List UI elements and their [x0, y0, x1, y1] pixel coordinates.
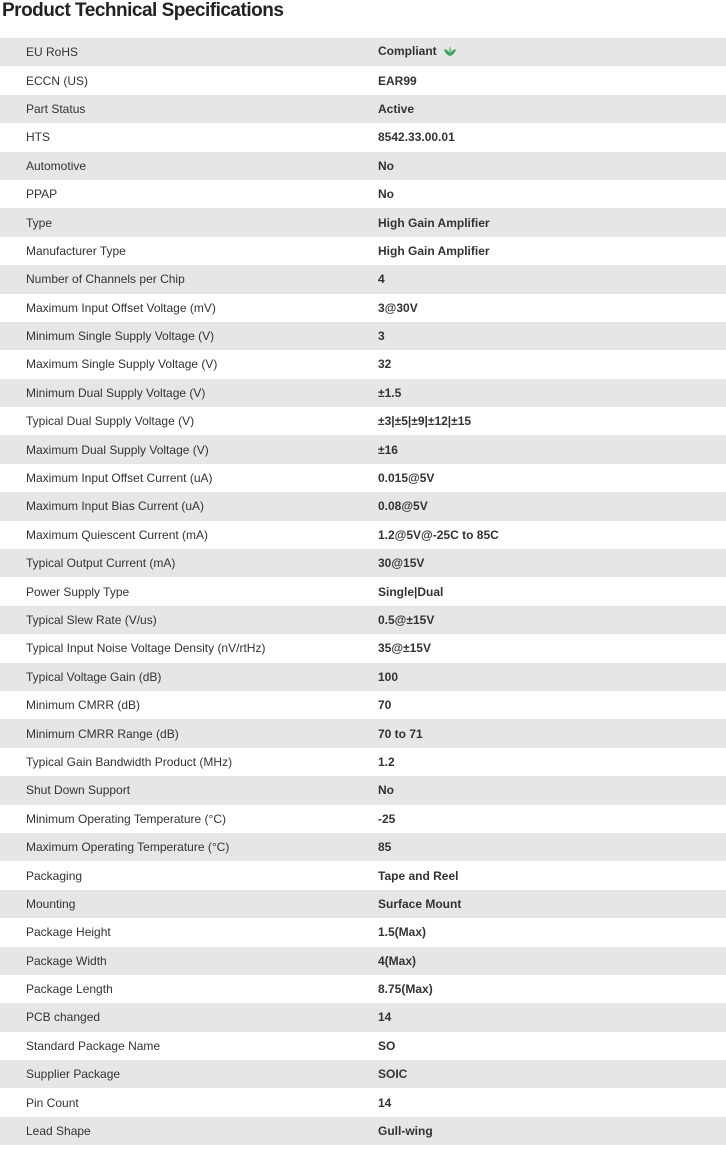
spec-value-cell — [378, 379, 726, 407]
spec-row — [0, 606, 726, 634]
spec-row — [0, 577, 726, 605]
spec-row — [0, 805, 726, 833]
spec-name: PCB changed — [26, 1010, 101, 1025]
spec-value: EAR99 — [378, 73, 417, 88]
spec-value-cell — [378, 1003, 726, 1031]
spec-value: Active — [378, 101, 415, 116]
spec-row — [0, 719, 726, 747]
spec-name: Typical Gain Bandwidth Product (MHz) — [26, 754, 233, 769]
spec-value-cell — [378, 265, 726, 293]
spec-name: Mounting — [26, 896, 76, 911]
spec-value-cell — [378, 1088, 726, 1116]
spec-row — [0, 663, 726, 691]
spec-name: Number of Channels per Chip — [26, 272, 185, 287]
spec-value-cell — [378, 890, 726, 918]
spec-value: No — [378, 187, 394, 202]
spec-value-cell — [378, 805, 726, 833]
spec-value: 0.5@±15V — [378, 613, 435, 627]
spec-name: Lead Shape — [26, 1124, 91, 1139]
spec-name: Maximum Input Offset Voltage (mV) — [26, 300, 216, 315]
spec-value-cell — [378, 38, 726, 66]
spec-value: 0.08@5V — [378, 499, 428, 514]
spec-row — [0, 435, 726, 463]
spec-row — [0, 1088, 726, 1116]
spec-value: Single|Dual — [378, 584, 444, 599]
spec-value-cell — [378, 237, 726, 265]
spec-value: 8.75(Max) — [378, 982, 433, 997]
spec-value-cell — [378, 464, 726, 492]
spec-row — [0, 180, 726, 208]
spec-value: 100 — [378, 669, 399, 684]
spec-row — [0, 918, 726, 946]
spec-value-cell — [378, 748, 726, 776]
spec-name: Minimum CMRR Range (dB) — [26, 726, 179, 741]
spec-row — [0, 1060, 726, 1088]
spec-value: 14 — [378, 1095, 392, 1110]
spec-value-cell — [378, 663, 726, 691]
spec-name: Packaging — [26, 868, 83, 883]
spec-row — [0, 549, 726, 577]
spec-name: Standard Package Name — [26, 1038, 161, 1053]
spec-value-cell — [378, 322, 726, 350]
spec-row — [0, 634, 726, 662]
spec-name: Type — [26, 215, 53, 230]
spec-value-cell — [378, 1060, 726, 1088]
spec-value: No — [378, 783, 394, 798]
spec-value: Tape and Reel — [378, 868, 459, 883]
spec-name: EU RoHS — [26, 45, 79, 60]
spec-value: 3 — [378, 329, 385, 344]
spec-row — [0, 38, 726, 66]
spec-value-cell — [378, 1032, 726, 1060]
spec-value: 8542.33.00.01 — [378, 130, 455, 145]
spec-value: ±1.5 — [378, 385, 402, 400]
spec-name: Package Length — [26, 982, 113, 997]
spec-row — [0, 464, 726, 492]
spec-value-cell — [378, 350, 726, 378]
spec-value: High Gain Amplifier — [378, 215, 490, 230]
spec-name: Maximum Input Bias Current (uA) — [26, 499, 205, 514]
spec-value-cell — [378, 1117, 726, 1145]
spec-value: High Gain Amplifier — [378, 243, 490, 258]
spec-row — [0, 294, 726, 322]
spec-value: 32 — [378, 357, 392, 372]
spec-row — [0, 1032, 726, 1060]
spec-row — [0, 265, 726, 293]
spec-value: Gull-wing — [378, 1124, 433, 1139]
spec-value-cell — [378, 492, 726, 520]
spec-value-cell — [378, 152, 726, 180]
spec-name: Minimum Single Supply Voltage (V) — [26, 329, 215, 344]
spec-name: ECCN (US) — [26, 73, 88, 88]
spec-value-cell — [378, 947, 726, 975]
spec-row — [0, 890, 726, 918]
spec-value-cell — [378, 776, 726, 804]
spec-row — [0, 1117, 726, 1145]
spec-value-cell — [378, 180, 726, 208]
spec-name: Maximum Input Offset Current (uA) — [26, 471, 213, 486]
spec-name: HTS — [26, 130, 50, 145]
spec-row — [0, 975, 726, 1003]
spec-name: Minimum Operating Temperature (°C) — [26, 811, 226, 826]
spec-name: Maximum Operating Temperature (°C) — [26, 840, 230, 855]
spec-value-cell — [378, 95, 726, 123]
spec-name: Minimum Dual Supply Voltage (V) — [26, 385, 206, 400]
spec-value: SO — [378, 1038, 396, 1053]
spec-value: SOIC — [378, 1067, 408, 1082]
spec-value: 70 — [378, 698, 392, 713]
spec-value: 4(Max) — [378, 953, 417, 968]
page-title: Product Technical Specifications — [2, 0, 284, 21]
spec-value-cell — [378, 833, 726, 861]
spec-row — [0, 861, 726, 889]
spec-value-cell — [378, 208, 726, 236]
spec-value: -25 — [378, 811, 396, 826]
spec-value-cell — [378, 521, 726, 549]
spec-value: Compliant — [378, 44, 437, 59]
spec-name: Pin Count — [26, 1095, 79, 1110]
spec-value: No — [378, 158, 394, 173]
spec-value: 85 — [378, 840, 392, 855]
spec-value-cell — [378, 407, 726, 435]
spec-value-cell — [378, 577, 726, 605]
spec-value: 1.2@5V@-25C to 85C — [378, 527, 499, 542]
spec-value-cell — [378, 294, 726, 322]
spec-row — [0, 776, 726, 804]
spec-value: 14 — [378, 1010, 392, 1025]
spec-row — [0, 748, 726, 776]
spec-value: 3@30V — [378, 300, 418, 315]
spec-name: Typical Output Current (mA) — [26, 556, 176, 571]
spec-value: 70 to 71 — [378, 726, 423, 741]
spec-name: Minimum CMRR (dB) — [26, 698, 140, 713]
spec-value-cell — [378, 918, 726, 946]
spec-row — [0, 1003, 726, 1031]
spec-row — [0, 123, 726, 151]
spec-name: Shut Down Support — [26, 783, 131, 798]
spec-row — [0, 833, 726, 861]
spec-name: Part Status — [26, 101, 86, 116]
spec-name: Package Width — [26, 953, 107, 968]
spec-row — [0, 691, 726, 719]
spec-name: Typical Voltage Gain (dB) — [26, 669, 162, 684]
spec-value-cell — [378, 975, 726, 1003]
spec-value-cell — [378, 123, 726, 151]
spec-name: Power Supply Type — [26, 584, 130, 599]
spec-name: Typical Slew Rate (V/us) — [26, 613, 157, 627]
spec-value-cell — [378, 719, 726, 747]
spec-row — [0, 521, 726, 549]
spec-value: ±3|±5|±9|±12|±15 — [378, 414, 472, 429]
spec-value-cell — [378, 66, 726, 94]
leaf-icon — [443, 45, 457, 60]
spec-value: 30@15V — [378, 556, 425, 571]
spec-row — [0, 237, 726, 265]
spec-value: 35@±15V — [378, 641, 431, 656]
spec-name: Maximum Dual Supply Voltage (V) — [26, 442, 209, 457]
spec-name: PPAP — [26, 187, 58, 202]
spec-row — [0, 407, 726, 435]
spec-row — [0, 152, 726, 180]
spec-name: Manufacturer Type — [26, 243, 126, 258]
spec-name: Supplier Package — [26, 1067, 121, 1082]
spec-row — [0, 208, 726, 236]
spec-name: Typical Dual Supply Voltage (V) — [26, 414, 195, 429]
spec-row — [0, 492, 726, 520]
spec-name: Automotive — [26, 158, 87, 173]
spec-value: Surface Mount — [378, 896, 462, 911]
spec-name: Package Height — [26, 925, 111, 940]
spec-value-cell — [378, 606, 726, 634]
spec-row — [0, 322, 726, 350]
spec-row — [0, 66, 726, 94]
spec-name: Maximum Single Supply Voltage (V) — [26, 357, 218, 372]
spec-value: 1.5(Max) — [378, 925, 427, 940]
spec-value: 1.2 — [378, 754, 395, 769]
spec-value-cell — [378, 691, 726, 719]
spec-value: ±16 — [378, 442, 398, 457]
spec-name: Maximum Quiescent Current (mA) — [26, 527, 209, 542]
spec-name: Typical Input Noise Voltage Density (nV/rtHz) — [26, 641, 266, 656]
spec-row — [0, 379, 726, 407]
spec-row — [0, 947, 726, 975]
specs-table — [0, 38, 726, 1145]
spec-value-cell — [378, 435, 726, 463]
spec-value: 4 — [378, 272, 385, 287]
spec-value: 0.015@5V — [378, 471, 435, 486]
spec-row — [0, 95, 726, 123]
spec-row — [0, 350, 726, 378]
spec-value-cell — [378, 861, 726, 889]
spec-value-cell — [378, 634, 726, 662]
spec-value-cell — [378, 549, 726, 577]
